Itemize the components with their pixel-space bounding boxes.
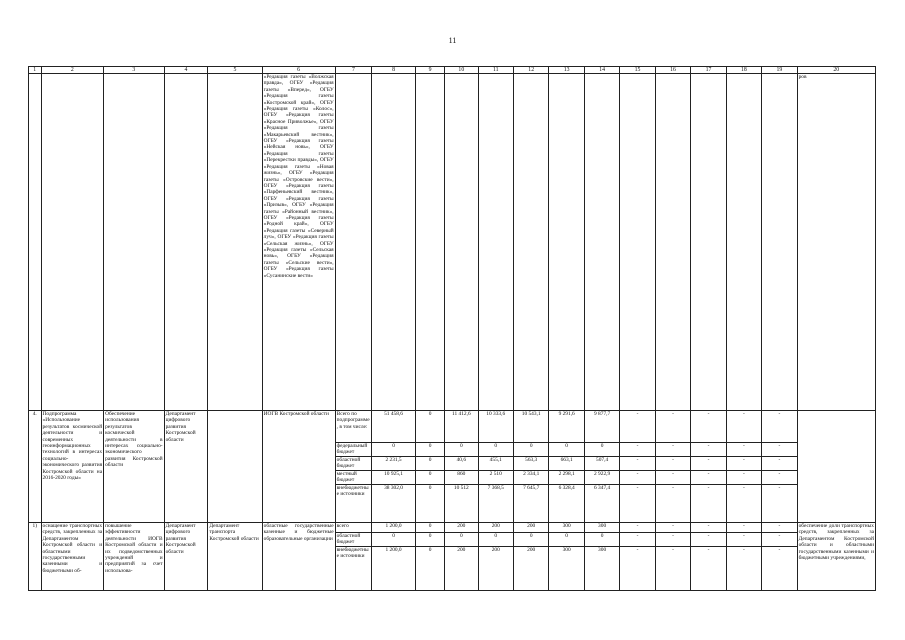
funding-row [29,411,876,443]
funding-value: - [726,546,761,590]
funding-value: 0 [478,533,513,547]
funding-value: - [655,457,690,471]
funding-value: 2 298,1 [549,471,584,485]
funding-value: - [691,471,726,485]
funding-value: 0 [415,443,444,457]
subprogram-executor: Департамент цифрового развития Костромской области [164,411,208,523]
funding-value: 10 512 [445,485,478,523]
funding-value: - [655,443,690,457]
organizations-list: «Редакция газеты «Волжская правда», ОГБУ «Редакция газеты «Вперед», ОГБУ «Редакция газеты «Костромской край», ОГБУ «Редакция газеты «Колос», ОГБУ «Редакция газеты «Красное Приволжье», ОГБУ «Редакция газеты «Макарьевский вестник», ОГБУ «Редакция газеты «Нейская новь», ОГБУ «Редакция газеты «Перекрестки правды», ОГБУ «Редакция газеты «Новая жизнь», ОГБУ «Редакция газеты «Островские вести», ОГБУ «Редакция газеты «Парфеньевский вестник», ОГБУ «Редакция газеты «Призыв», ОГБУ «Редакция газеты «Районный вестник», ОГБУ «Редакция газеты «Родной край», ОГБУ «Редакция газеты «Северный луч», ОГБУ «Редакция газеты «Сельская жизнь», ОГБУ «Редакция газеты «Сельская новь», ОГБУ «Редакция газеты «Сельские вести», ОГБУ «Редакция газеты «Сусанинские вести» [262,74,335,411]
funding-value: 0 [415,485,444,523]
funding-source: местный бюджет [335,471,372,485]
col-num: 8 [372,67,416,74]
funding-value: - [655,546,690,590]
funding-source: Всего по подпрограмме, в том числе: [335,411,372,443]
col-num: 16 [655,67,690,74]
funding-value: 10 333,6 [478,411,513,443]
col-num: 15 [620,67,655,74]
funding-value: 0 [415,471,444,485]
funding-value: - [620,471,655,485]
funding-value: - [726,485,761,523]
funding-value: 9 877,7 [584,411,619,443]
item-name: оснащение транспортных средств, закрепленных за Департаментом Костромской области и областными государственными казенными и бюджетными об- [41,523,104,591]
funding-value: - [726,457,761,471]
funding-source: областной бюджет [335,533,372,547]
funding-value: - [762,471,797,485]
col-num: 4 [164,67,208,74]
funding-value: - [762,411,797,443]
funding-value: - [726,471,761,485]
funding-value: - [762,485,797,523]
subprogram-number: 4. [29,411,42,523]
col-num: 1 [29,67,42,74]
funding-value: - [655,485,690,523]
funding-value: - [726,443,761,457]
funding-value: 2 231,5 [372,457,416,471]
subprogram-goal: Обеспечение использования результатов космической деятельности в интересах социально-экономического развития Костромской области [104,411,165,523]
funding-value: 2 922,9 [584,471,619,485]
funding-value: 1 200,0 [372,546,416,590]
subprogram-participants: ИОГВ Костромской области [262,411,335,523]
funding-value: 11 412,6 [445,411,478,443]
funding-value: 2 510 [478,471,513,485]
col-num: 14 [584,67,619,74]
funding-value: - [691,485,726,523]
funding-source: всего [335,523,372,533]
funding-value: - [655,533,690,547]
col-num: 17 [691,67,726,74]
funding-value: 200 [478,546,513,590]
funding-value: 300 [549,523,584,533]
funding-source: федеральный бюджет [335,443,372,457]
funding-value: 200 [513,523,548,533]
funding-value: - [620,411,655,443]
funding-value: - [691,533,726,547]
funding-value: 507,4 [584,457,619,471]
column-number-row [29,67,876,74]
funding-value: 7 645,7 [513,485,548,523]
funding-value: 0 [372,443,416,457]
col-num: 9 [415,67,444,74]
continuation-text: ров [797,74,875,411]
col-num: 10 [445,67,478,74]
col-num: 5 [208,67,262,74]
funding-value: - [620,523,655,533]
funding-value: 0 [478,443,513,457]
funding-value: 0 [445,533,478,547]
funding-value: - [762,546,797,590]
item-coexecutor: Департамент транспорта Костромской области [208,523,262,591]
item-executor: Департамент цифрового развития Костромской области [164,523,208,591]
funding-value: - [691,546,726,590]
program-table [28,66,876,591]
subprogram-name: Подпрограмма «Использование результатов космической деятельности и современных геоинформационных технологий в интересах социально-экономического развития Костромской области на 2016-2020 годы» [41,411,104,523]
funding-value: 10 543,1 [513,411,548,443]
funding-value: - [620,485,655,523]
funding-value: - [620,457,655,471]
funding-value: - [655,523,690,533]
funding-value: - [620,546,655,590]
item-goal: повышение эффективности деятельности ИОГВ Костромской области и их подведомственных учреждений и предприятий за счет использова- [104,523,165,591]
col-num: 13 [549,67,584,74]
page-number: 11 [448,36,457,45]
funding-value: 1 200,0 [372,523,416,533]
col-num: 18 [726,67,761,74]
funding-value: 6 328,4 [549,485,584,523]
funding-value: - [691,443,726,457]
funding-value: 200 [445,546,478,590]
funding-value: 200 [513,546,548,590]
col-num: 7 [335,67,372,74]
funding-row [29,523,876,533]
funding-value: 0 [513,533,548,547]
funding-value: 51 458,6 [372,411,416,443]
col-num: 2 [41,67,104,74]
funding-value: 6 347,4 [584,485,619,523]
funding-value: 200 [478,523,513,533]
funding-value: 7 368,5 [478,485,513,523]
funding-value: 0 [372,533,416,547]
funding-value: 300 [549,546,584,590]
funding-value: - [762,523,797,533]
funding-value: 663,1 [549,457,584,471]
funding-value: 0 [513,443,548,457]
col-num: 12 [513,67,548,74]
funding-value: - [726,533,761,547]
funding-value: 0 [549,443,584,457]
funding-value: 300 [584,523,619,533]
funding-value: 0 [415,533,444,547]
item-result: обеспечение доли транспортных средств, закрепленных за Департаментом Костромской области и областными государственными казенными и бюджетными учреждениями, [797,523,875,591]
funding-value: 2 334,1 [513,471,548,485]
funding-value: 0 [584,533,619,547]
funding-value: - [620,533,655,547]
funding-value: - [691,523,726,533]
funding-value: 0 [445,443,478,457]
col-num: 6 [262,67,335,74]
funding-value: - [620,443,655,457]
funding-value: 563,3 [513,457,548,471]
funding-value: - [691,411,726,443]
funding-value: 200 [445,523,478,533]
col-num: 3 [104,67,165,74]
funding-source: внебюджетные источники [335,485,372,523]
funding-value: 455,1 [478,457,513,471]
item-number: 1) [29,523,42,591]
funding-value: 38 302,0 [372,485,416,523]
funding-value: 300 [584,546,619,590]
funding-value: 0 [584,443,619,457]
funding-value: - [762,533,797,547]
funding-value: - [655,471,690,485]
funding-value: - [762,443,797,457]
item-participants: областные государственные казенные и бюджетные образовательные организации [262,523,335,591]
funding-value: - [655,411,690,443]
continuation-row [29,74,876,411]
funding-value: - [762,457,797,471]
funding-value: 0 [415,411,444,443]
col-num: 11 [478,67,513,74]
funding-value: 860 [445,471,478,485]
funding-value: 0 [415,546,444,590]
funding-value: 0 [549,533,584,547]
funding-value: - [726,523,761,533]
funding-value: 9 291,6 [549,411,584,443]
funding-value: 40,6 [445,457,478,471]
col-num: 19 [762,67,797,74]
funding-source: областной бюджет [335,457,372,471]
funding-value: - [691,457,726,471]
funding-value: 0 [415,457,444,471]
funding-value: - [726,411,761,443]
funding-value: 10 925,1 [372,471,416,485]
funding-source: внебюджетные источники [335,546,372,590]
funding-value: 0 [415,523,444,533]
col-num: 20 [797,67,875,74]
